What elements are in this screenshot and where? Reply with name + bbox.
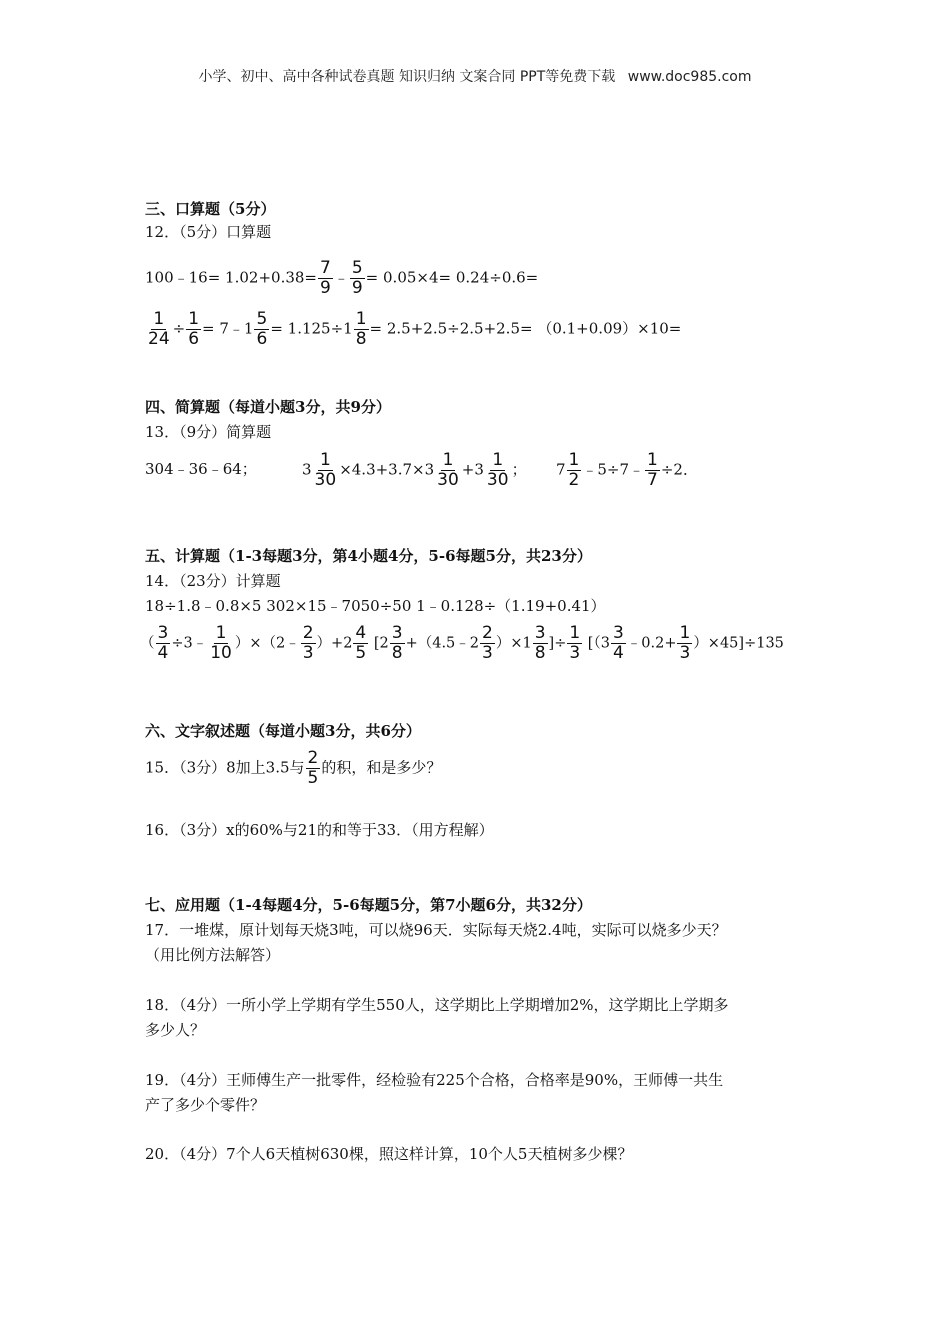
q14-row1: 18÷1.8﹣0.8×5 302×15﹣7050÷50 1﹣0.128÷（1.19+0.41） <box>145 597 606 615</box>
fraction: $\frac{1}{8}$ <box>355 309 367 349</box>
expr-text: ； <box>511 460 527 479</box>
fraction: $\frac{5}{6}$ <box>256 309 268 349</box>
q16: 16．（3分）x的60%与21的和等于33．（用方程解） <box>145 821 494 839</box>
q12-label: 12．（5分）口算题 <box>145 223 272 241</box>
expr-text: ×4.3+3.7×3 <box>339 460 435 479</box>
q14-label: 14．（23分）计算题 <box>145 572 281 590</box>
expr-text: ÷3﹣ <box>171 635 208 652</box>
expr-text: = 0.05×4= 0.24÷0.6= <box>365 268 539 287</box>
page-header <box>0 66 950 86</box>
fraction: $\frac{3}{4}$ <box>612 623 624 663</box>
expr-text: [2 <box>369 635 389 652</box>
q20: 20．（4分）7个人6天植树630棵，照这样计算，10个人5天植树多少棵？ <box>145 1145 633 1163</box>
q19-line2: 产了多少个零件？ <box>145 1096 266 1114</box>
expr-text: ）×（2﹣ <box>234 635 300 652</box>
expr-text: ）+2 <box>316 635 353 652</box>
section7-title: 七、应用题（1-4每题4分，5-6每题5分，第7小题6分，共32分） <box>145 896 592 914</box>
fraction: $\frac{3}{8}$ <box>391 623 403 663</box>
expr-text: +3 <box>461 460 484 479</box>
section6-title: 六、文字叙述题（每道小题3分，共6分） <box>145 722 421 740</box>
expr-text: （ <box>140 635 155 652</box>
section4-title: 四、简算题（每道小题3分，共9分） <box>145 398 391 416</box>
expr-text: 15．（3分）8加上3.5与 <box>145 758 305 777</box>
fraction: $\frac{1}{6}$ <box>188 309 200 349</box>
fraction: $\frac{3}{4}$ <box>157 623 169 663</box>
q14-row2 <box>140 625 784 662</box>
expr-text: 100﹣16= 1.02+0.38= <box>145 268 317 287</box>
fraction: $\frac{1}{2}$ <box>568 450 580 490</box>
expr-text: ）×45]÷135 <box>693 635 784 652</box>
fraction: $\frac{2}{5}$ <box>307 748 319 788</box>
fraction: $\frac{1}{30}$ <box>314 450 337 490</box>
fraction: $\frac{2}{3}$ <box>302 623 314 663</box>
expr-text: 的积，和是多少？ <box>321 758 442 777</box>
expr-text: 7 <box>556 460 566 479</box>
expr-text: +（4.5﹣2 <box>405 635 480 652</box>
fraction: $\frac{1}{10}$ <box>210 623 232 663</box>
expr-text: 3 <box>302 460 312 479</box>
expr-text: ）×1 <box>495 635 532 652</box>
fraction: $\frac{1}{7}$ <box>647 450 658 490</box>
expr-text: ]÷ <box>548 635 567 652</box>
q13-expr2 <box>302 452 527 489</box>
fraction: $\frac{1}{30}$ <box>486 450 509 490</box>
q15 <box>145 750 441 787</box>
q13-expr1: 304﹣36﹣64； <box>145 460 257 478</box>
fraction: $\frac{1}{30}$ <box>437 450 459 490</box>
expr-text: ﹣ <box>333 268 349 287</box>
fraction: $\frac{3}{8}$ <box>534 623 546 663</box>
fraction: $\frac{1}{3}$ <box>679 623 691 663</box>
q17-line1: 17．一堆煤，原计划每天烧3吨，可以烧96天．实际每天烧2.4吨，实际可以烧多少天？ <box>145 921 727 939</box>
section5-title: 五、计算题（1-3每题3分，第4小题4分，5-6每题5分，共23分） <box>145 547 592 565</box>
q18-line1: 18．（4分）一所小学上学期有学生550人，这学期比上学期增加2%，这学期比上学期多 <box>145 996 729 1014</box>
q18-line2: 多少人？ <box>145 1021 206 1039</box>
fraction: $\frac{7}{9}$ <box>320 258 331 298</box>
fraction: $\frac{2}{3}$ <box>482 623 493 663</box>
q19-line1: 19．（4分）王师傅生产一批零件，经检验有225个合格，合格率是90%，王师傅一共生 <box>145 1071 724 1089</box>
fraction: $\frac{1}{3}$ <box>569 623 581 663</box>
q13-label: 13．（9分）简算题 <box>145 423 272 441</box>
expr-text: ÷2． <box>660 460 698 479</box>
expr-text: = 1.125÷1 <box>270 319 353 338</box>
fraction: $\frac{4}{5}$ <box>355 623 367 663</box>
fraction: $\frac{5}{9}$ <box>351 258 363 298</box>
q12-row1 <box>145 260 538 297</box>
q17-line2: （用比例方法解答） <box>145 946 281 964</box>
expr-text: = 2.5+2.5÷2.5+2.5= （0.1+0.09）×10= <box>369 319 682 338</box>
header-url[interactable]: www.doc985.com <box>627 69 752 85</box>
q13-expr3 <box>556 452 698 489</box>
expr-text: = 7﹣1 <box>202 319 254 338</box>
q12-row2 <box>145 311 681 348</box>
fraction: $\frac{1}{24}$ <box>148 309 170 349</box>
expr-text: [（3 <box>583 635 610 652</box>
expr-text: ÷ <box>172 319 186 338</box>
expr-text: ﹣0.2+ <box>626 635 677 652</box>
header-text: 小学、初中、高中各种试卷真题 知识归纳 文案合同 PPT等免费下载 <box>198 69 616 85</box>
expr-text: ﹣5÷7﹣ <box>582 460 645 479</box>
section3-title: 三、口算题（5分） <box>145 200 276 218</box>
